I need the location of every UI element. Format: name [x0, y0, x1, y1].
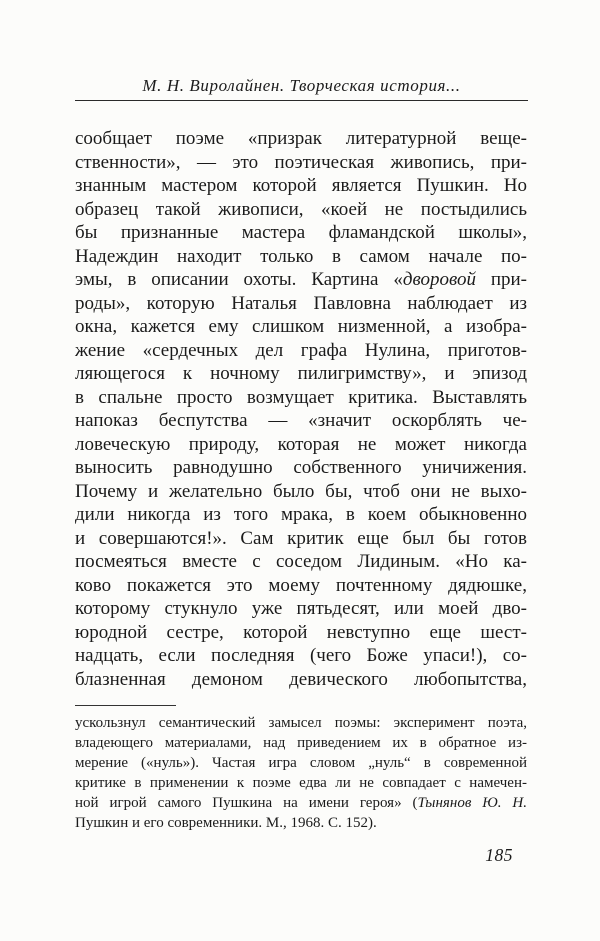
- text-line: бы признанные мастера фламандской школы»,: [75, 222, 527, 243]
- text-line: ково покажется это моему почтенному дядюшке,: [75, 574, 527, 596]
- text-line: ловеческую природу, которая не может никогда: [75, 433, 527, 455]
- text-line: критике в применении к поэме едва ли не совпадает с намечен-: [75, 775, 527, 791]
- text-line: выносить равнодушно собственного уничижения.: [75, 457, 527, 478]
- running-header: [75, 76, 528, 101]
- text-line: ственности», — это поэтическая живопись, при-: [75, 151, 527, 173]
- text-line: Почему и желательно было бы, чтоб они не выхо-: [75, 480, 527, 502]
- text-line: блазненная демоном девического любопытства,: [75, 668, 527, 690]
- header-rule: [75, 100, 528, 101]
- text-line: посмеяться вместе с соседом Лидиным. «Но ка-: [75, 551, 527, 572]
- text-line: ускользнул семантический замысел поэмы: эксперимент поэта,: [75, 715, 527, 731]
- text-line: окна, кажется ему слишком низменной, а изобра-: [75, 316, 527, 337]
- text-line: ной игрой самого Пушкина на имени героя» (Тынянов Ю. Н.: [75, 795, 527, 811]
- text-line: владеющего материалами, над приведением их в обратное из-: [75, 735, 527, 751]
- running-header-title: М. Н. Виролайнен. Творческая история...: [142, 76, 461, 95]
- page-number: 185: [485, 845, 513, 865]
- text-line: сообщает поэме «призрак литературной веще-: [75, 128, 527, 149]
- text-line: образец такой живописи, «коей не постыдились: [75, 198, 527, 220]
- text-line: мерение («нуль»). Частая игра словом „нуль“ в современной: [75, 755, 527, 771]
- text-line: надцать, если последняя (чего Боже упаси!), со-: [75, 645, 527, 666]
- text-line: Пушкин и его современники. М., 1968. С. 152).: [75, 815, 377, 831]
- text-line: ляющегося к ночному пилигримству», и эпизод: [75, 363, 527, 384]
- text-line: напоказ беспутства — «значит оскорблять че-: [75, 410, 527, 431]
- body-text: [75, 127, 527, 691]
- footnote: [75, 713, 527, 833]
- text-line: в спальне просто возмущает критика. Выставлять: [75, 386, 527, 408]
- text-line: знанным мастером которой является Пушкин. Но: [75, 175, 527, 196]
- text-line: жение «сердечных дел графа Нулина, приготов-: [75, 339, 527, 361]
- footnote-separator: [75, 705, 176, 706]
- text-line: Надеждин находит только в самом начале по-: [75, 245, 527, 267]
- text-line: и совершаются!». Сам критик еще был бы готов: [75, 527, 527, 549]
- text-line: дили никогда из того мрака, в коем обыкновенно: [75, 504, 527, 525]
- text-line: юродной сестре, которой невступно еще шест-: [75, 621, 527, 643]
- text-line: эмы, в описании охоты. Картина «дворовой при-: [75, 269, 527, 290]
- text-line: которому стукнуло уже пятьдесят, или моей дво-: [75, 598, 527, 619]
- text-line: роды», которую Наталья Павловна наблюдает из: [75, 292, 527, 314]
